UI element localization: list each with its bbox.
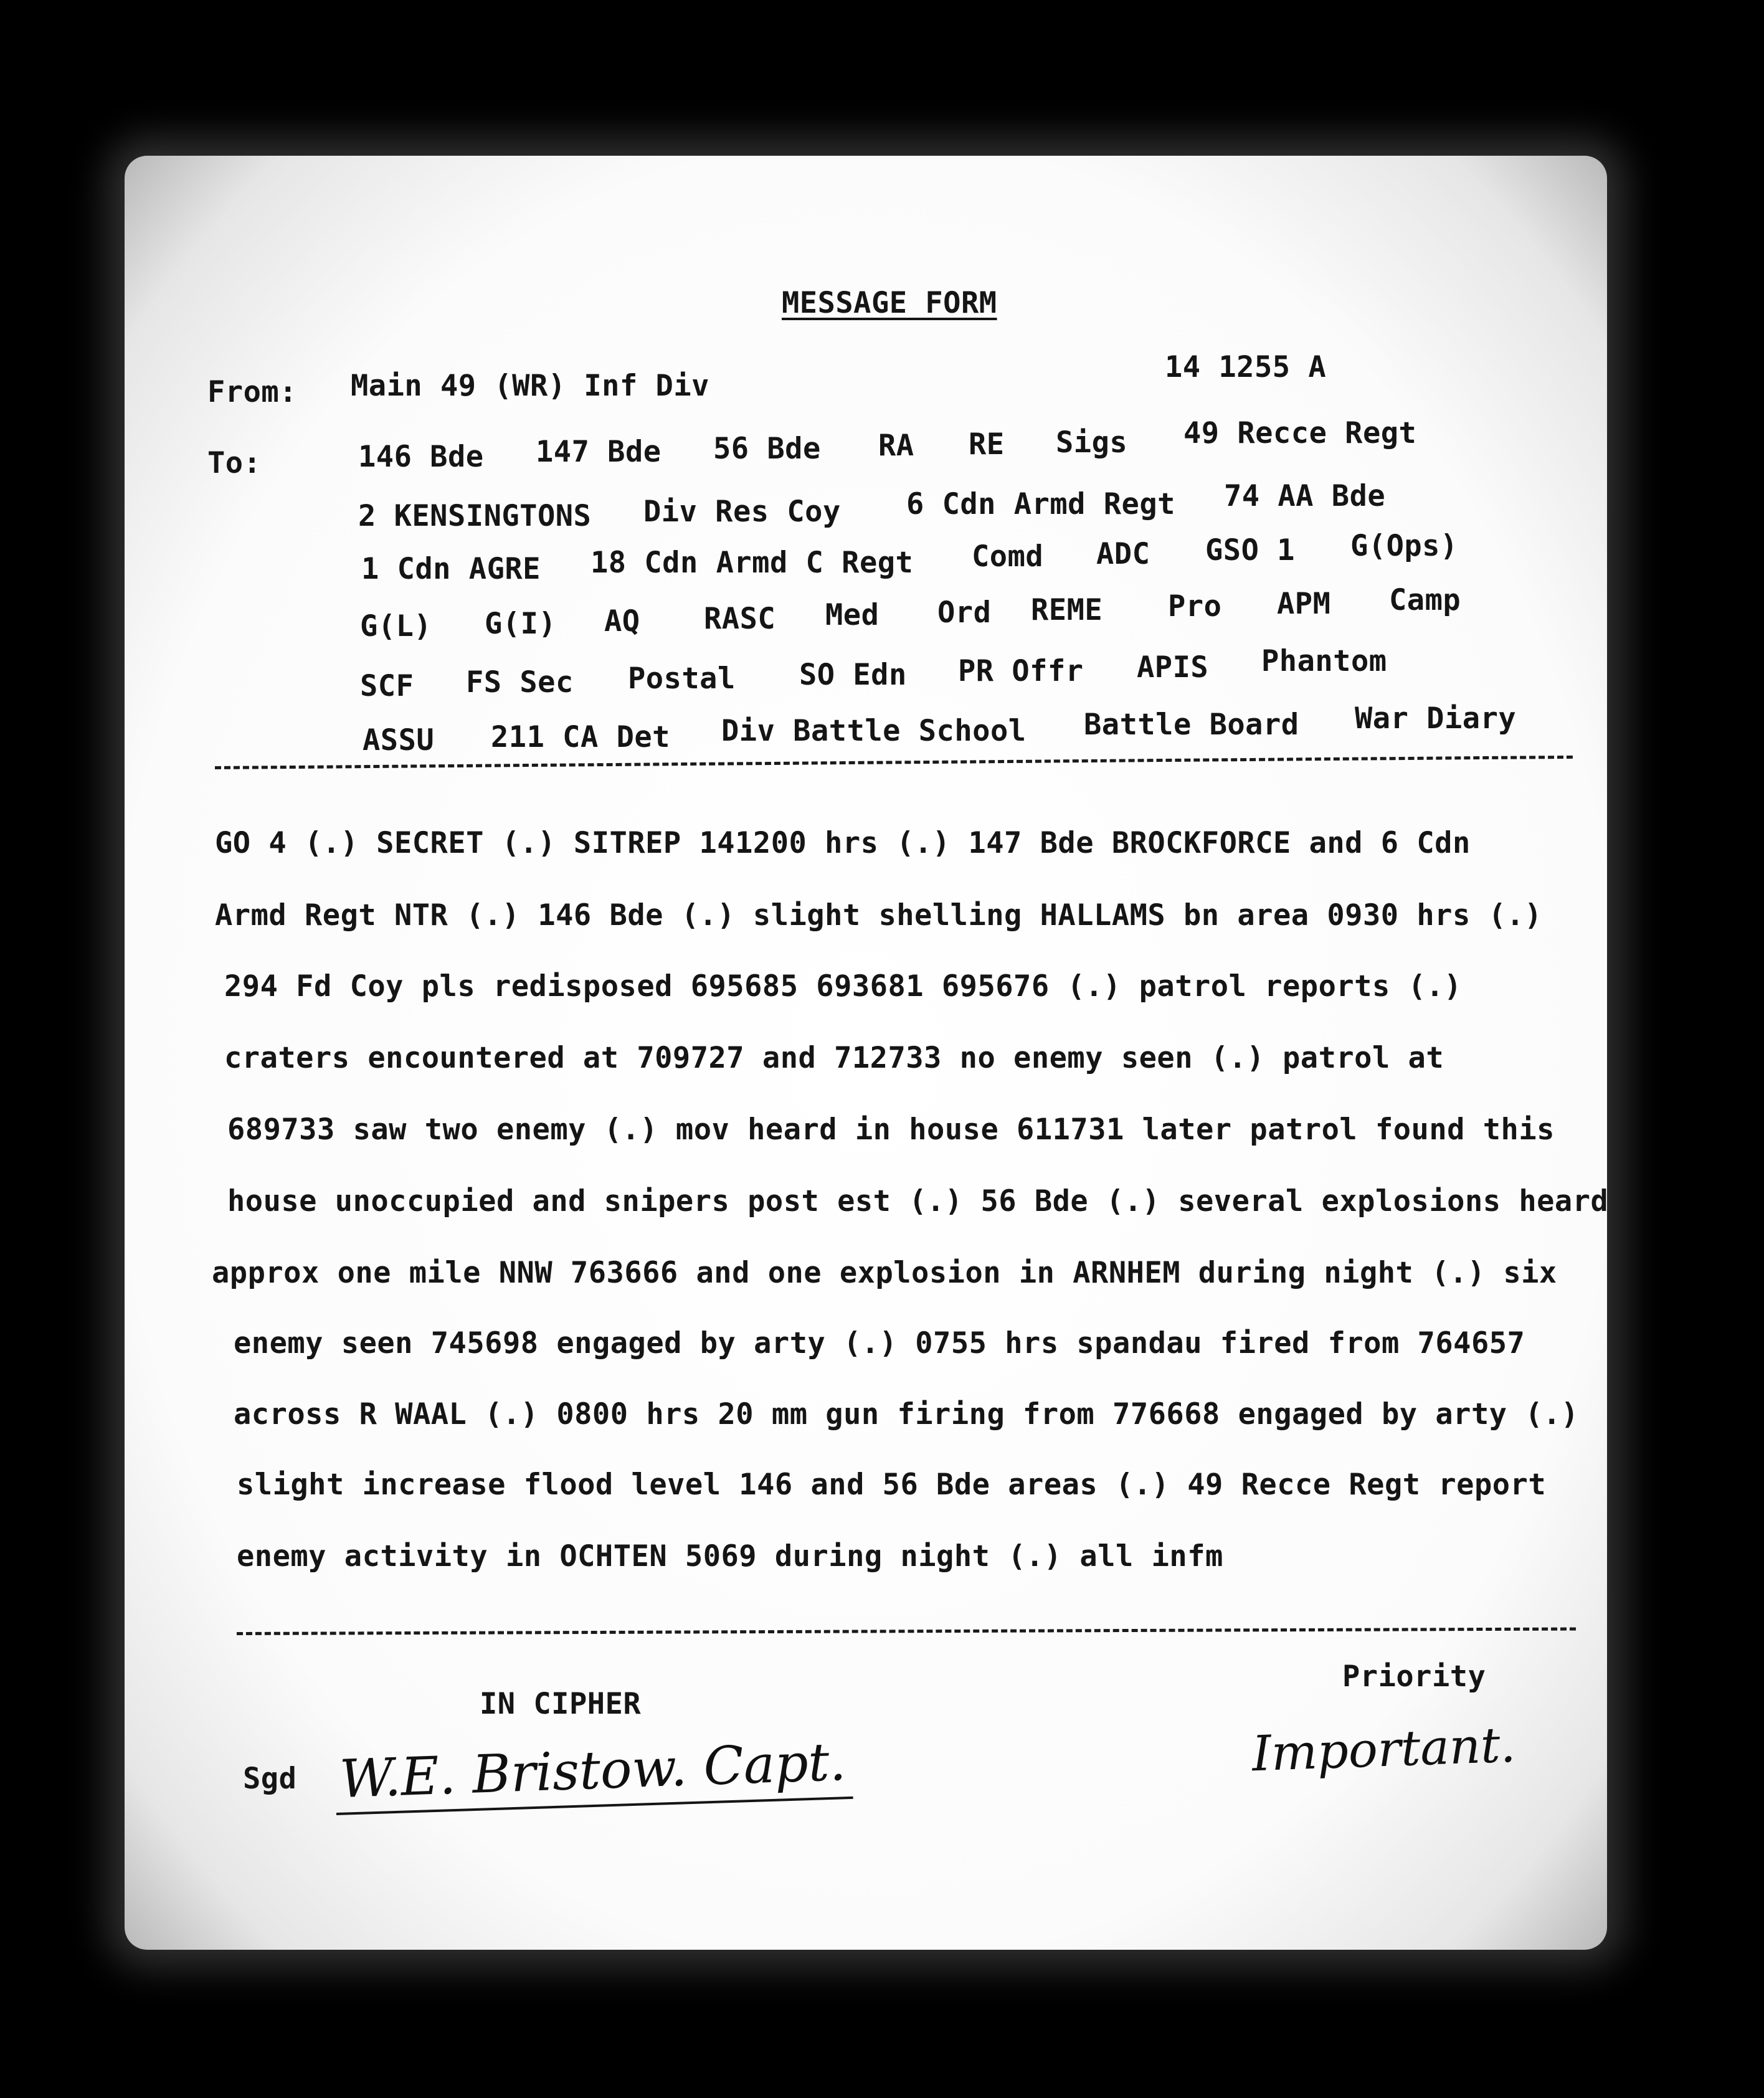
addressee: Camp: [1389, 583, 1461, 617]
addressee: Phantom: [1261, 644, 1387, 678]
addressee: APM: [1277, 587, 1331, 621]
addressee: War Diary: [1355, 701, 1517, 736]
header-divider: [215, 756, 1573, 769]
message-line: 294 Fd Coy pls redisposed 695685 693681 695676 (.) patrol reports (.): [224, 969, 1462, 1004]
signature: W.E. Bristow. Capt.: [338, 1730, 847, 1810]
message-line: across R WAAL (.) 0800 hrs 20 mm gun firing from 776668 engaged by arty (.): [234, 1397, 1579, 1431]
addressee: Battle Board: [1084, 708, 1299, 742]
addressee: 74 AA Bde: [1224, 479, 1386, 513]
addressee: Med: [825, 598, 880, 632]
priority-handwritten: Important.: [1251, 1717, 1517, 1783]
addressee: 18 Cdn Armd C Regt: [590, 546, 914, 580]
message-form-sheet: [125, 156, 1607, 1950]
addressee: 6 Cdn Armd Regt: [906, 487, 1175, 521]
message-line: craters encountered at 709727 and 712733 no enemy seen (.) patrol at: [224, 1041, 1444, 1075]
addressee: AQ: [604, 604, 640, 638]
message-line: Armd Regt NTR (.) 146 Bde (.) slight shelling HALLAMS bn area 0930 hrs (.): [215, 898, 1542, 933]
cipher-note: IN CIPHER: [480, 1687, 642, 1721]
addressee: 147 Bde: [536, 435, 662, 469]
date-time-group: 14 1255 A: [1165, 350, 1327, 384]
addressee: ASSU: [363, 723, 435, 757]
form-title: MESSAGE FORM: [782, 286, 997, 320]
from-value: Main 49 (WR) Inf Div: [351, 369, 709, 403]
addressee: Div Battle School: [721, 714, 1027, 748]
addressee: 2 KENSINGTONS: [358, 499, 592, 533]
addressee: GSO 1: [1205, 533, 1295, 567]
addressee: REME: [1031, 593, 1103, 627]
addressee: 56 Bde: [713, 432, 821, 466]
message-line: slight increase flood level 146 and 56 Bde areas (.) 49 Recce Regt report: [237, 1468, 1547, 1502]
addressee: Postal: [628, 662, 736, 696]
addressee: G(L): [360, 609, 432, 643]
addressee: 146 Bde: [358, 440, 484, 474]
addressee: Ord: [937, 596, 992, 630]
addressee: Sigs: [1056, 425, 1128, 460]
addressee: RE: [969, 427, 1005, 462]
addressee: Pro: [1168, 589, 1222, 624]
message-line: approx one mile NNW 763666 and one explosion in ARNHEM during night (.) six: [212, 1256, 1557, 1290]
priority-label: Priority: [1342, 1659, 1486, 1694]
to-label: To:: [207, 446, 262, 480]
addressee: FS Sec: [466, 665, 574, 700]
addressee: 49 Recce Regt: [1183, 416, 1417, 450]
addressee: 211 CA Det: [491, 720, 670, 754]
message-line: house unoccupied and snipers post est (.) 56 Bde (.) several explosions heard: [227, 1184, 1609, 1218]
addressee: SCF: [360, 669, 414, 703]
addressee: RASC: [704, 602, 776, 636]
addressee: G(Ops): [1350, 529, 1458, 563]
message-line: GO 4 (.) SECRET (.) SITREP 141200 hrs (.) 147 Bde BROCKFORCE and 6 Cdn: [215, 826, 1471, 860]
addressee: G(I): [485, 607, 557, 641]
message-line: 689733 saw two enemy (.) mov heard in house 611731 later patrol found this: [227, 1113, 1555, 1147]
footer-divider: [237, 1627, 1576, 1635]
addressee: SO Edn: [799, 658, 907, 692]
addressee: APIS: [1137, 650, 1209, 685]
addressee: Div Res Coy: [643, 495, 841, 529]
addressee: RA: [878, 429, 914, 463]
message-line: enemy activity in OCHTEN 5069 during night (.) all infm: [237, 1539, 1223, 1574]
signed-label: Sgd: [243, 1762, 297, 1796]
from-label: From:: [207, 375, 297, 409]
message-line: enemy seen 745698 engaged by arty (.) 0755 hrs spandau fired from 764657: [234, 1326, 1525, 1360]
addressee: PR Offr: [958, 654, 1084, 688]
addressee: Comd: [972, 539, 1044, 574]
addressee: ADC: [1096, 537, 1150, 571]
addressee: 1 Cdn AGRE: [361, 552, 541, 586]
